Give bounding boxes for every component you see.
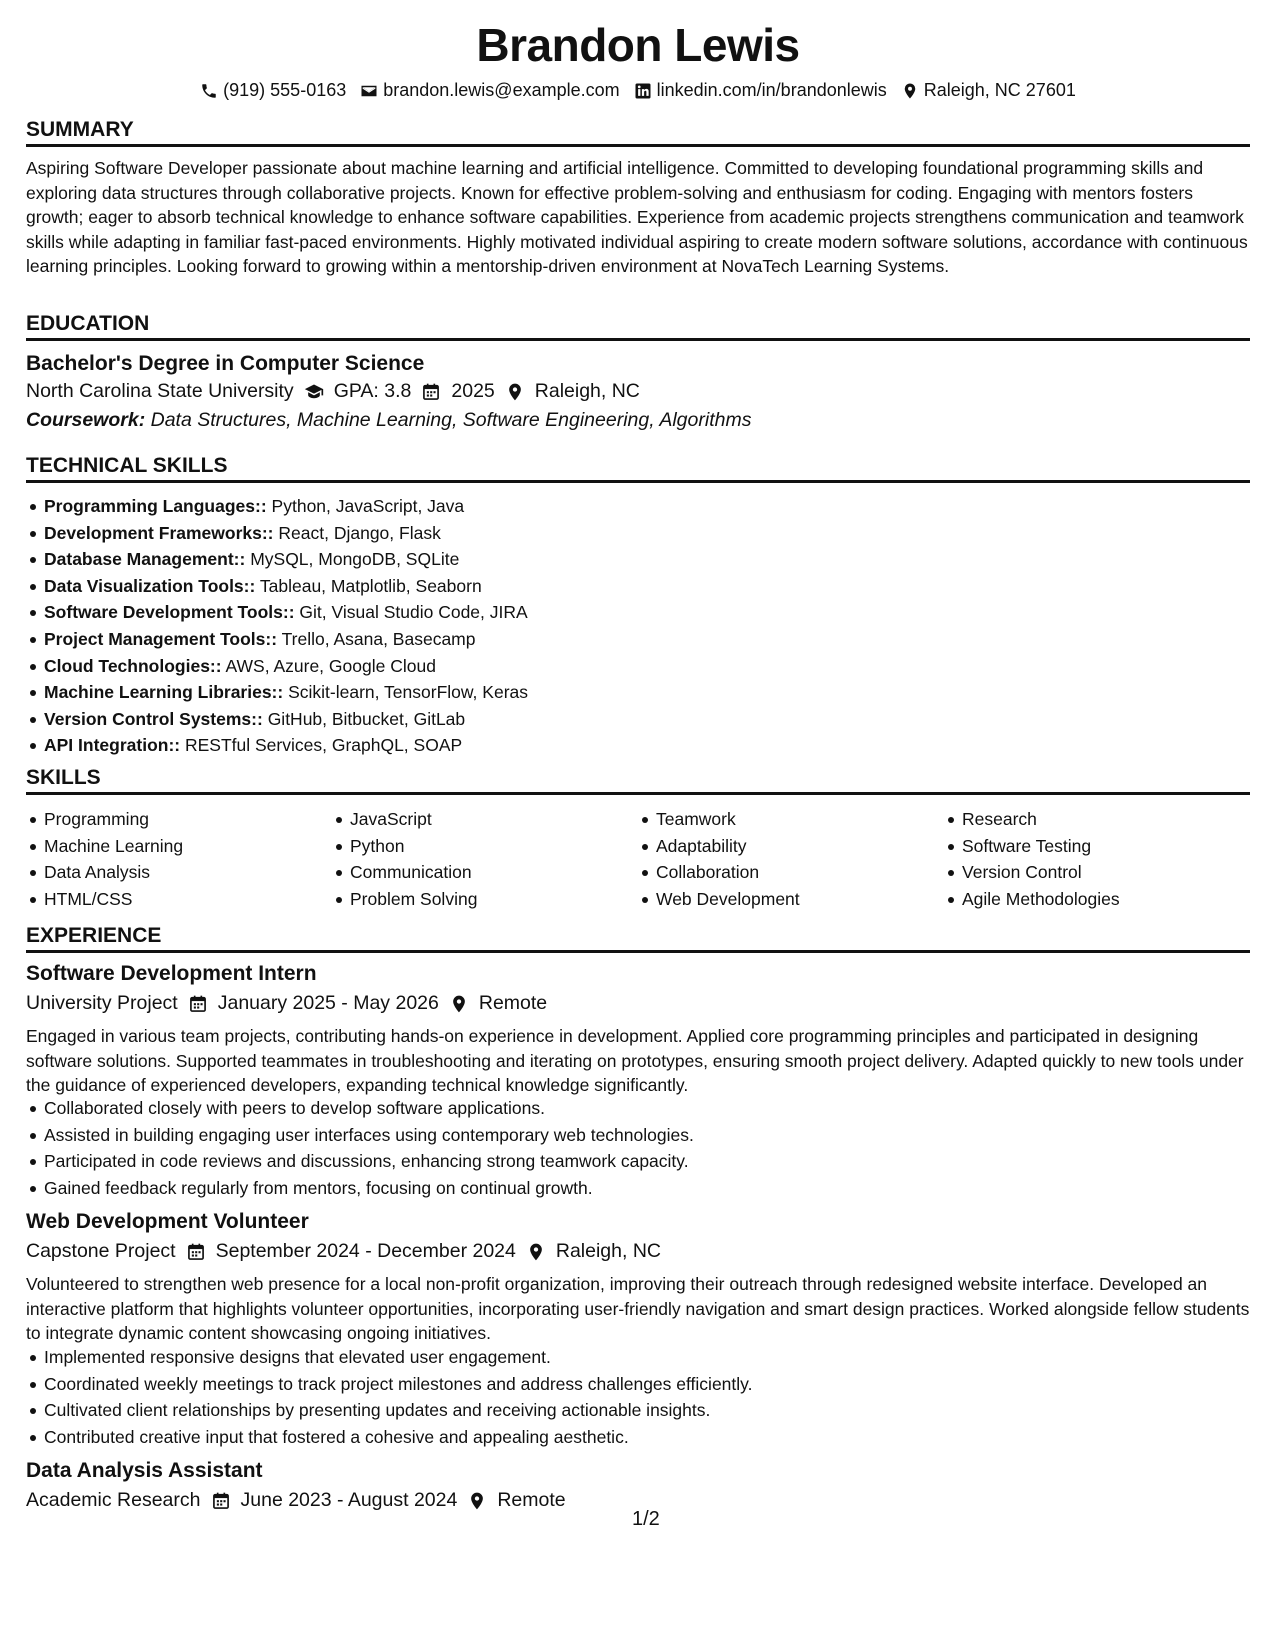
- skill-values: AWS, Azure, Google Cloud: [225, 655, 436, 676]
- school-location: Raleigh, NC: [534, 380, 640, 402]
- skill-category: Project Management Tools::: [44, 628, 278, 649]
- envelope-icon: [360, 82, 378, 100]
- job-location: Remote: [478, 992, 548, 1014]
- education-heading: EDUCATION: [26, 312, 1250, 341]
- list-item: Agile Methodologies: [962, 886, 1250, 913]
- job-description: Volunteered to strengthen web presence for a local non-profit organization, improving their outreach through redesigned website interface. Developed an interactive platform that highlights volunteer opportunities, incorporating user-friendly navigation and smart design practices. Worked alongside fellow students to integrate dynamic content showcasing ongoing initiatives.: [26, 1274, 1250, 1343]
- page-number: 1/2: [632, 1508, 660, 1530]
- education-meta: [26, 380, 640, 403]
- job-location: Remote: [497, 1489, 566, 1511]
- skill-category: Development Frameworks::: [44, 522, 274, 543]
- skill-category: Version Control Systems::: [44, 708, 263, 729]
- skill-category: API Integration::: [44, 735, 181, 756]
- contact-linkedin[interactable]: [634, 80, 887, 101]
- list-item: [44, 706, 528, 733]
- contact-email[interactable]: [360, 80, 619, 101]
- list-item: Web Development: [656, 886, 944, 913]
- job-meta: [26, 992, 547, 1015]
- list-item: Research: [962, 806, 1250, 833]
- job-org: University Project: [26, 992, 178, 1014]
- skill-values: RESTful Services, GraphQL, SOAP: [184, 735, 463, 756]
- job-org: Academic Research: [26, 1489, 201, 1511]
- map-pin-icon: [505, 382, 525, 402]
- skill-values: Python, JavaScript, Java: [271, 496, 465, 516]
- skill-values: Scikit-learn, TensorFlow, Keras: [288, 682, 529, 703]
- skill-category: Programming Languages::: [44, 496, 267, 516]
- list-item: Software Testing: [962, 833, 1250, 860]
- skills-column-3: [638, 806, 944, 912]
- job-org: Capstone Project: [26, 1240, 176, 1262]
- list-item: Machine Learning: [44, 833, 332, 860]
- coursework-list: Data Structures, Machine Learning, Software Engineering, Algorithms: [150, 409, 752, 431]
- list-item: Cultivated client relationships by presenting updates and receiving actionable insights.: [44, 1397, 752, 1424]
- summary-heading: SUMMARY: [26, 118, 1250, 147]
- gpa-text: GPA: 3.8: [333, 380, 412, 402]
- job-location: Raleigh, NC: [555, 1240, 661, 1262]
- summary-text: Aspiring Software Developer passionate about machine learning and artificial intelligence. Committed to developing foundational programming skills and exploring data structures through collaborative projects. Known for effective problem-solving and enthusiasm for coding. Engaging with mentors fosters growth; eager to absorb technical knowledge to enhance software capabilities. Experience from academic projects strengthens communication and teamwork skills while adapting in familiar fast-paced environments. Highly motivated individual aspiring to create modern software solutions, accordance with continuous learning principles. Looking forward to growing within a mentorship-driven environment at NovaTech Learning Systems.: [26, 158, 1248, 276]
- coursework-line: [26, 409, 751, 432]
- list-item: [44, 573, 528, 600]
- list-item: Teamwork: [656, 806, 944, 833]
- skill-category: Machine Learning Libraries::: [44, 682, 284, 703]
- list-item: Collaboration: [656, 859, 944, 886]
- list-item: HTML/CSS: [44, 886, 332, 913]
- list-item: [44, 493, 528, 520]
- job-meta: [26, 1489, 566, 1512]
- list-item: Participated in code reviews and discussions, enhancing strong teamwork capacity.: [44, 1148, 694, 1175]
- list-item: [44, 626, 528, 653]
- list-item: Gained feedback regularly from mentors, focusing on continual growth.: [44, 1175, 694, 1202]
- job-description: Engaged in various team projects, contributing hands-on experience in development. Applied core programming principles and participated in designing software solutions. Supported teammates in troubleshooting and iterating on prototypes, ensuring smooth project delivery. Adapted quickly to new tools under the guidance of experienced developers, expanding technical knowledge significantly.: [26, 1026, 1244, 1095]
- skill-category: Data Visualization Tools::: [44, 575, 256, 596]
- linkedin-icon: [634, 82, 652, 100]
- job-bullets: [26, 1344, 752, 1450]
- list-item: Collaborated closely with peers to develop software applications.: [44, 1095, 694, 1122]
- calendar-icon: [186, 1242, 206, 1262]
- list-item: [44, 732, 528, 759]
- school-name: North Carolina State University: [26, 380, 294, 402]
- coursework-label: Coursework:: [26, 409, 146, 431]
- degree-title: Bachelor's Degree in Computer Science: [26, 352, 425, 375]
- list-item: [44, 679, 528, 706]
- candidate-name: Brandon Lewis: [476, 19, 800, 71]
- list-item: Data Analysis: [44, 859, 332, 886]
- skill-values: Git, Visual Studio Code, JIRA: [299, 602, 528, 623]
- calendar-icon: [211, 1491, 231, 1511]
- skill-values: Trello, Asana, Basecamp: [281, 628, 476, 649]
- calendar-icon: [421, 382, 441, 402]
- map-pin-icon: [901, 82, 919, 100]
- skills-heading: SKILLS: [26, 766, 1250, 795]
- technical-skills-heading: TECHNICAL SKILLS: [26, 454, 1250, 483]
- job-dates: September 2024 - December 2024: [215, 1240, 516, 1262]
- job-dates: January 2025 - May 2026: [217, 992, 439, 1014]
- job-dates: June 2023 - August 2024: [240, 1489, 458, 1511]
- contact-location: [901, 80, 1076, 101]
- list-item: Assisted in building engaging user interfaces using contemporary web technologies.: [44, 1122, 694, 1149]
- skill-values: React, Django, Flask: [278, 522, 441, 543]
- email-link[interactable]: brandon.lewis@example.com: [383, 80, 620, 100]
- job-title: Web Development Volunteer: [26, 1210, 309, 1233]
- map-pin-icon: [467, 1491, 487, 1511]
- skill-values: MySQL, MongoDB, SQLite: [250, 549, 460, 570]
- contact-phone: [200, 80, 346, 101]
- location-text: Raleigh, NC 27601: [923, 80, 1076, 100]
- skills-column-1: [26, 806, 332, 912]
- list-item: Coordinated weekly meetings to track project milestones and address challenges efficiently.: [44, 1371, 752, 1398]
- list-item: [44, 653, 528, 680]
- skill-category: Software Development Tools::: [44, 602, 295, 623]
- list-item: Implemented responsive designs that elevated user engagement.: [44, 1344, 752, 1371]
- list-item: JavaScript: [350, 806, 638, 833]
- list-item: [44, 546, 528, 573]
- graduation-year: 2025: [451, 380, 495, 402]
- skills-grid: [26, 806, 1250, 912]
- skill-category: Cloud Technologies::: [44, 655, 222, 676]
- job-bullets: [26, 1095, 694, 1201]
- skill-category: Database Management::: [44, 549, 246, 570]
- list-item: Python: [350, 833, 638, 860]
- skill-values: GitHub, Bitbucket, GitLab: [267, 708, 466, 729]
- list-item: Programming: [44, 806, 332, 833]
- linkedin-link[interactable]: linkedin.com/in/brandonlewis: [656, 80, 887, 100]
- skills-column-4: [944, 806, 1250, 912]
- list-item: Version Control: [962, 859, 1250, 886]
- phone-text: (919) 555-0163: [223, 80, 347, 100]
- list-item: Communication: [350, 859, 638, 886]
- map-pin-icon: [526, 1242, 546, 1262]
- graduation-cap-icon: [304, 382, 324, 402]
- list-item: [44, 599, 528, 626]
- job-title: Data Analysis Assistant: [26, 1459, 263, 1482]
- job-title: Software Development Intern: [26, 962, 317, 985]
- map-pin-icon: [449, 994, 469, 1014]
- list-item: Adaptability: [656, 833, 944, 860]
- calendar-icon: [188, 994, 208, 1014]
- list-item: Contributed creative input that fostered a cohesive and appealing aesthetic.: [44, 1424, 752, 1451]
- list-item: [44, 520, 528, 547]
- skill-values: Tableau, Matplotlib, Seaborn: [259, 575, 482, 596]
- contact-bar: [26, 80, 1250, 101]
- experience-heading: EXPERIENCE: [26, 924, 1250, 953]
- job-meta: [26, 1240, 661, 1263]
- list-item: Problem Solving: [350, 886, 638, 913]
- skills-column-2: [332, 806, 638, 912]
- technical-skills-list: [26, 493, 528, 759]
- phone-icon: [200, 82, 218, 100]
